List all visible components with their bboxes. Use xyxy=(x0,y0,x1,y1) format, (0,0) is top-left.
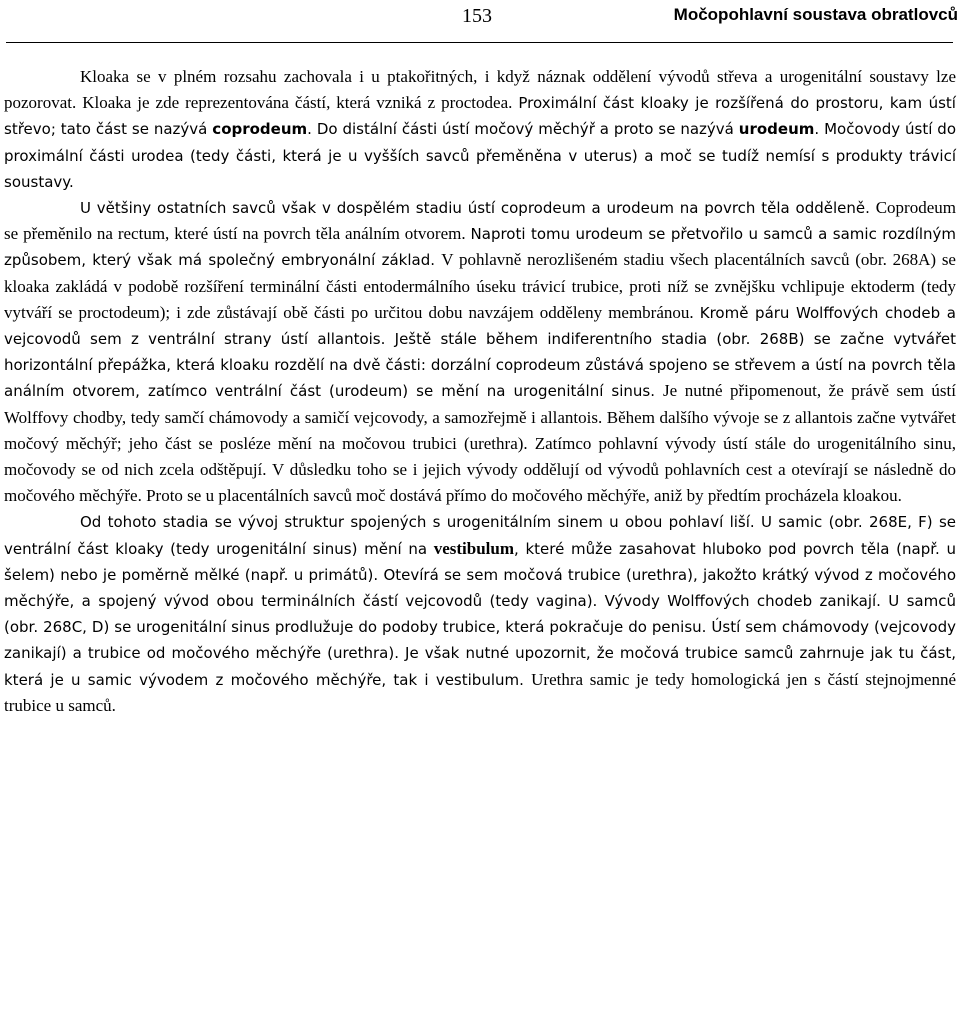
text-run: Urethra samic je tedy homologická jen s částí stejnojmenné trubice u samců. xyxy=(4,669,957,715)
text-run: Proto se u placentálních savců moč dostává přímo do močového měchýře, aniž by předtím procházela kloakou. xyxy=(146,486,902,506)
term-coprodeum: coprodeum xyxy=(212,120,308,139)
page-number: 153 xyxy=(462,5,492,27)
text-run: U samic (obr. 268E, F) se ventrální část kloaky (tedy urogenitální sinus) mění na xyxy=(4,513,956,558)
text-run: Naproti tomu urodeum se přetvořilo u samců a samic rozdílným způsobem, který však má společný embryonální základ. xyxy=(4,225,956,270)
text-run: V pohlavně nerozlišeném stadiu všech placentálních savců (obr. 268A) se kloaka zakládá v podobě rozšíření terminální části entodermálního úseku trávicí trubice, proti níž se zvnějšku vchlipuje ektoderm (tedy vytváří se proctodeum); i zde zůstávají obě části po určitou dobu navzájem odděleny membránou. xyxy=(4,250,956,322)
text-run: Kromě páru Wolffových chodeb a vejcovodů sem z ventrální strany ústí allantois. Ještě stále během indiferentního stadia (obr. 268B) se začne vytvářet horizontální přepážka, která kloaku rozdělí na dvě části: dorzální coprodeum zůstává spojeno se střevem a ústí na povrch těla análním otvorem, zatímco ventrální část (urodeum) se mění na urogenitální sinus. xyxy=(4,303,956,401)
page-header xyxy=(0,0,960,50)
term-vestibulum: vestibulum xyxy=(433,538,515,558)
text-run: Je nutné připomenout, že právě sem ústí Wolffovy chodby, tedy samčí chámovody a samičí vejcovody, a samozřejmě i allantois. Během dalšího vývoje se z allantois začne vytvářet močový měchýř; jeho část se posléze mění na močovou trubici (urethra). Zatímco pohlavní vývody ústí stále do urogenitálního sinu, močovody se od nich zcela odštěpují. V důsledku toho se i jejich vývody oddělují od vývodů pohlavních cest a otevírají se následně do močového měchýře. xyxy=(4,381,956,506)
text-run: . Močovody ústí do proximální části urodea (tedy části, která je u vyšších savců přeměněna v uterus) a moč se tudíž nemísí s produkty trávicí soustavy. xyxy=(4,120,956,191)
running-title: Močopohlavní soustava obratlovců xyxy=(673,5,958,24)
paragraph-2 xyxy=(4,195,956,509)
text-run: Od tohoto stadia se vývoj struktur spojených s urogenitálním sinem u obou pohlaví liší. xyxy=(80,513,761,532)
paragraph-1 xyxy=(4,64,956,195)
term-urodeum: urodeum xyxy=(738,120,815,139)
text-run: , které může zasahovat hluboko pod povrch těla (např. u šelem) nebo je poměrně mělké (např. u primátů). Otevírá se sem močová trubice (urethra), jakožto krátký vývod z močového měchýře, a spojený vývod obou terminálních částí vejcovodů (tedy vagina). Vývody Wolffových chodeb zanikají. U samců (obr. 268C, D) se urogenitální sinus prodlužuje do podoby trubice, která pokračuje do penisu. Ústí sem chámovody (vejcovody zanikají) a trubice od močového měchýře (urethra). Je však nutné upozornit, že močová trubice samců zahrnuje jak tu část, která je u samic vývodem z močového měchýře, tak i vestibulum. xyxy=(4,539,956,689)
text-run: Kloaka se v plném rozsahu zachovala i u ptakořitných, i když náznak oddělení vývodů střeva a urogenitální soustavy lze pozorovat. Kloaka je zde reprezentována částí, která vzniká z proctodea. xyxy=(4,67,956,113)
text-run: U většiny ostatních savců však v dospělém stadiu ústí coprodeum a urodeum na povrch těla odděleně. xyxy=(80,199,876,218)
text-run: Proximální část kloaky je rozšířená do prostoru, kam ústí střevo; tato část se nazývá xyxy=(4,94,956,139)
header-rule xyxy=(6,42,953,43)
body-text xyxy=(4,64,956,719)
paragraph-3 xyxy=(4,509,956,719)
text-run: Coprodeum se přeměnilo na rectum, které ústí na povrch těla análním otvorem. xyxy=(4,198,956,244)
text-run: . Do distální části ústí močový měchýř a proto se nazývá xyxy=(307,120,739,139)
